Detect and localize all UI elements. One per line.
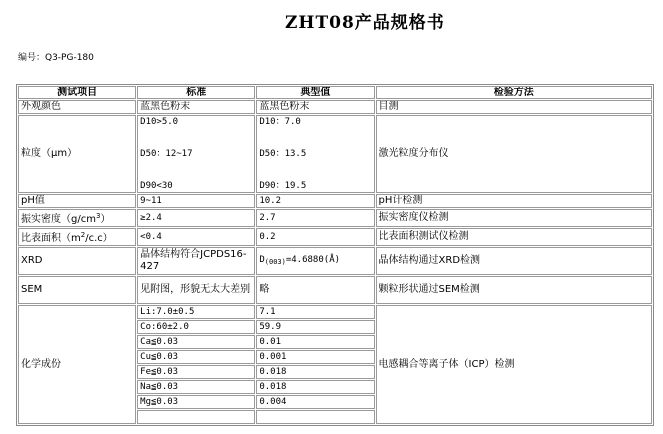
cell-typical: 略 bbox=[256, 276, 374, 304]
table-row bbox=[18, 209, 652, 227]
table-row bbox=[18, 194, 652, 208]
cell-method: 振实密度仪检测 bbox=[376, 209, 652, 227]
cell-item: pH值 bbox=[18, 194, 136, 208]
cell-typical bbox=[256, 247, 374, 275]
cell-method: 激光粒度分布仪 bbox=[376, 115, 652, 193]
cell-typical: 10.2 bbox=[256, 194, 374, 208]
tap-item-suffix: ） bbox=[100, 214, 111, 225]
bet-item-sup: 2 bbox=[80, 231, 86, 239]
cell-method: 比表面积测试仪检测 bbox=[376, 228, 652, 246]
cell-typical bbox=[256, 410, 374, 424]
cell-method: 目测 bbox=[376, 100, 652, 114]
doc-title: ZHT08产品规格书 bbox=[285, 13, 445, 33]
xrd-typical-prefix: D bbox=[259, 255, 265, 265]
cell-item: 外观颜色 bbox=[18, 100, 136, 114]
cell-typical: 蓝黑色粉末 bbox=[256, 100, 374, 114]
cell-standard: <0.4 bbox=[137, 228, 255, 246]
cell-method: 颗粒形状通过SEM检测 bbox=[376, 276, 652, 304]
header-standard: 标准 bbox=[137, 86, 255, 99]
cell-typical: 2.7 bbox=[256, 209, 374, 227]
cell-typical: 7.1 bbox=[256, 305, 374, 319]
tap-item-prefix: 振实密度（g/cm bbox=[21, 214, 96, 225]
cell-standard: Fe≦0.03 bbox=[137, 365, 255, 379]
psd-d10-typical: D10：7.0 bbox=[259, 117, 301, 127]
psd-d90-standard: D90<30 bbox=[140, 181, 173, 191]
cell-item: XRD bbox=[18, 247, 136, 275]
cell-standard: Co:60±2.0 bbox=[137, 320, 255, 334]
cell-typical: 0.2 bbox=[256, 228, 374, 246]
table-row bbox=[18, 115, 652, 193]
table-row bbox=[18, 228, 652, 246]
cell-method: 晶体结构通过XRD检测 bbox=[376, 247, 652, 275]
cell-standard: 见附图，形貌无太大差别 bbox=[137, 276, 255, 304]
table-row bbox=[18, 305, 652, 319]
header-method: 检验方法 bbox=[376, 86, 652, 99]
psd-d50-typical: D50：13.5 bbox=[259, 149, 307, 159]
cell-method: 电感耦合等离子体（ICP）检测 bbox=[376, 305, 652, 424]
cell-standard: 晶体结构符合JCPDS16-427 bbox=[137, 247, 255, 275]
cell-item: 化学成份 bbox=[18, 305, 136, 424]
cell-typical: 0.018 bbox=[256, 365, 374, 379]
cell-standard: Cu≦0.03 bbox=[137, 350, 255, 364]
tap-item-sup: 3 bbox=[95, 212, 101, 220]
cell-typical: 0.01 bbox=[256, 335, 374, 349]
cell-item: 粒度（μm） bbox=[18, 115, 136, 193]
bet-item-prefix: 比表面积（m bbox=[21, 233, 81, 244]
cell-standard: Li:7.0±0.5 bbox=[137, 305, 255, 319]
header-test-item: 测试项目 bbox=[18, 86, 136, 99]
cell-typical: 0.018 bbox=[256, 380, 374, 394]
xrd-typical-suffix: =4.6880(Å) bbox=[285, 255, 341, 265]
cell-standard: Ca≦0.03 bbox=[137, 335, 255, 349]
spec-table bbox=[16, 84, 654, 426]
cell-standard: Na≦0.03 bbox=[137, 380, 255, 394]
psd-d90-typical: D90：19.5 bbox=[259, 181, 307, 191]
cell-standard bbox=[137, 115, 255, 193]
table-row bbox=[18, 100, 652, 114]
cell-typical: 59.9 bbox=[256, 320, 374, 334]
cell-standard: Mg≦0.03 bbox=[137, 395, 255, 409]
cell-typical: 0.001 bbox=[256, 350, 374, 364]
table-header-row bbox=[18, 86, 652, 99]
cell-item bbox=[18, 228, 136, 246]
table-row bbox=[18, 247, 652, 275]
cell-typical: 0.004 bbox=[256, 395, 374, 409]
cell-standard: ≥2.4 bbox=[137, 209, 255, 227]
bet-item-suffix: /c.c） bbox=[85, 233, 113, 244]
cell-standard bbox=[137, 410, 255, 424]
xrd-typical-sub: (003) bbox=[264, 258, 286, 266]
cell-method: pH计检测 bbox=[376, 194, 652, 208]
cell-item bbox=[18, 209, 136, 227]
doc-number: 编号：Q3-PG-180 bbox=[18, 53, 94, 63]
cell-standard: 蓝黑色粉末 bbox=[137, 100, 255, 114]
cell-standard: 9~11 bbox=[137, 194, 255, 208]
psd-d50-standard: D50：12~17 bbox=[140, 149, 193, 159]
header-typical: 典型值 bbox=[256, 86, 374, 99]
psd-d10-standard: D10>5.0 bbox=[140, 117, 179, 127]
cell-item: SEM bbox=[18, 276, 136, 304]
table-row bbox=[18, 276, 652, 304]
cell-typical bbox=[256, 115, 374, 193]
